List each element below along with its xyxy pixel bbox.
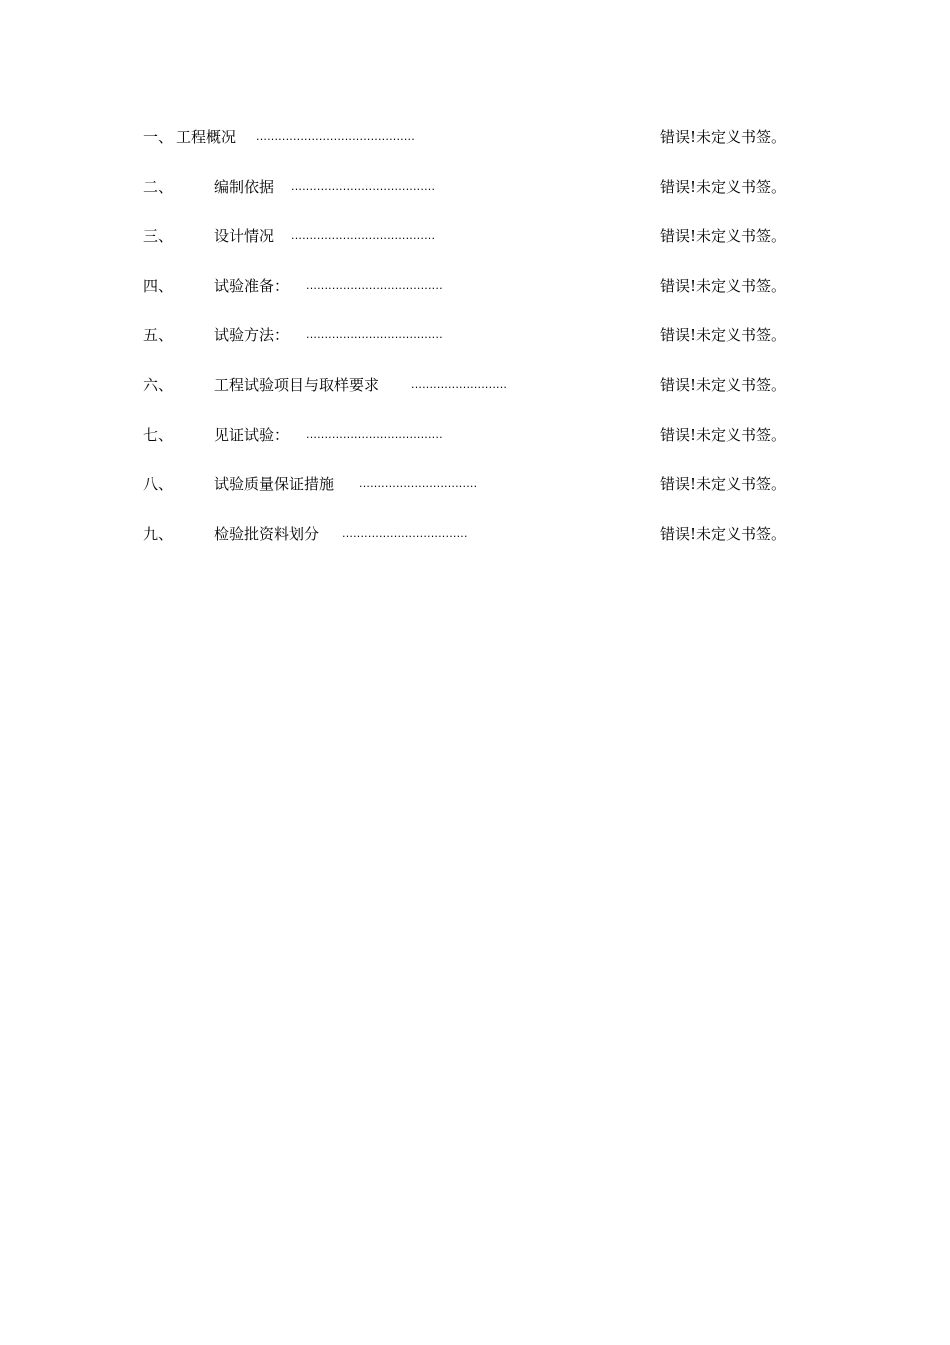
toc-entry-number: 七、 [143, 425, 174, 444]
toc-leader-dots: ....................................... [291, 229, 436, 243]
toc-entry-number: 四、 [143, 276, 174, 295]
toc-leader-dots: ..................................... [306, 278, 443, 292]
toc-entry-page-ref: 错误!未定义书签。 [660, 326, 787, 345]
toc-entry[interactable] [143, 273, 793, 323]
toc-entry[interactable] [143, 322, 793, 372]
table-of-contents [143, 124, 793, 570]
toc-entry[interactable] [143, 124, 793, 174]
toc-entry-number: 八、 [143, 475, 174, 494]
toc-entry-page-ref: 错误!未定义书签。 [660, 227, 787, 246]
toc-entry[interactable] [143, 372, 793, 422]
toc-entry[interactable] [143, 471, 793, 521]
toc-entry-number: 六、 [143, 375, 174, 394]
toc-entry-page-ref: 错误!未定义书签。 [660, 524, 787, 543]
toc-entry[interactable] [143, 223, 793, 273]
toc-leader-dots: .................................. [342, 526, 468, 540]
toc-entry-page-ref: 错误!未定义书签。 [660, 375, 787, 394]
toc-leader-dots: ....................................... [291, 179, 436, 193]
toc-entry[interactable] [143, 521, 793, 571]
toc-entry-title: 检验批资料划分 [214, 524, 320, 543]
toc-entry-title: 工程试验项目与取样要求 [214, 375, 380, 394]
toc-entry-title: 试验准备： [214, 276, 290, 295]
toc-leader-dots: ..................................... [306, 427, 443, 441]
toc-entry-page-ref: 错误!未定义书签。 [660, 177, 787, 196]
toc-entry-page-ref: 错误!未定义书签。 [660, 425, 787, 444]
toc-entry-title: 工程概况 [176, 128, 237, 146]
toc-entry-page-ref: 错误!未定义书签。 [660, 276, 787, 295]
toc-entry[interactable] [143, 174, 793, 224]
toc-leader-dots: ..................................... [306, 328, 443, 342]
toc-entry-number: 二、 [143, 177, 174, 196]
toc-leader-dots: ................................ [359, 477, 478, 491]
toc-entry-title: 编制依据 [214, 177, 275, 196]
toc-leader-dots: .......................... [411, 377, 508, 391]
toc-entry-page-ref: 错误!未定义书签。 [660, 128, 787, 146]
toc-entry-title: 见证试验： [214, 425, 290, 444]
toc-entry-number: 三、 [143, 227, 174, 246]
toc-entry-title: 设计情况 [214, 227, 275, 246]
toc-entry-number: 一、 [143, 128, 174, 146]
toc-entry-title: 试验质量保证措施 [214, 475, 335, 494]
toc-entry-number: 九、 [143, 524, 174, 543]
toc-leader-dots: ........................................... [256, 130, 415, 143]
toc-entry-page-ref: 错误!未定义书签。 [660, 475, 787, 494]
toc-entry[interactable] [143, 422, 793, 472]
toc-entry-title: 试验方法： [214, 326, 290, 345]
toc-entry-number: 五、 [143, 326, 174, 345]
